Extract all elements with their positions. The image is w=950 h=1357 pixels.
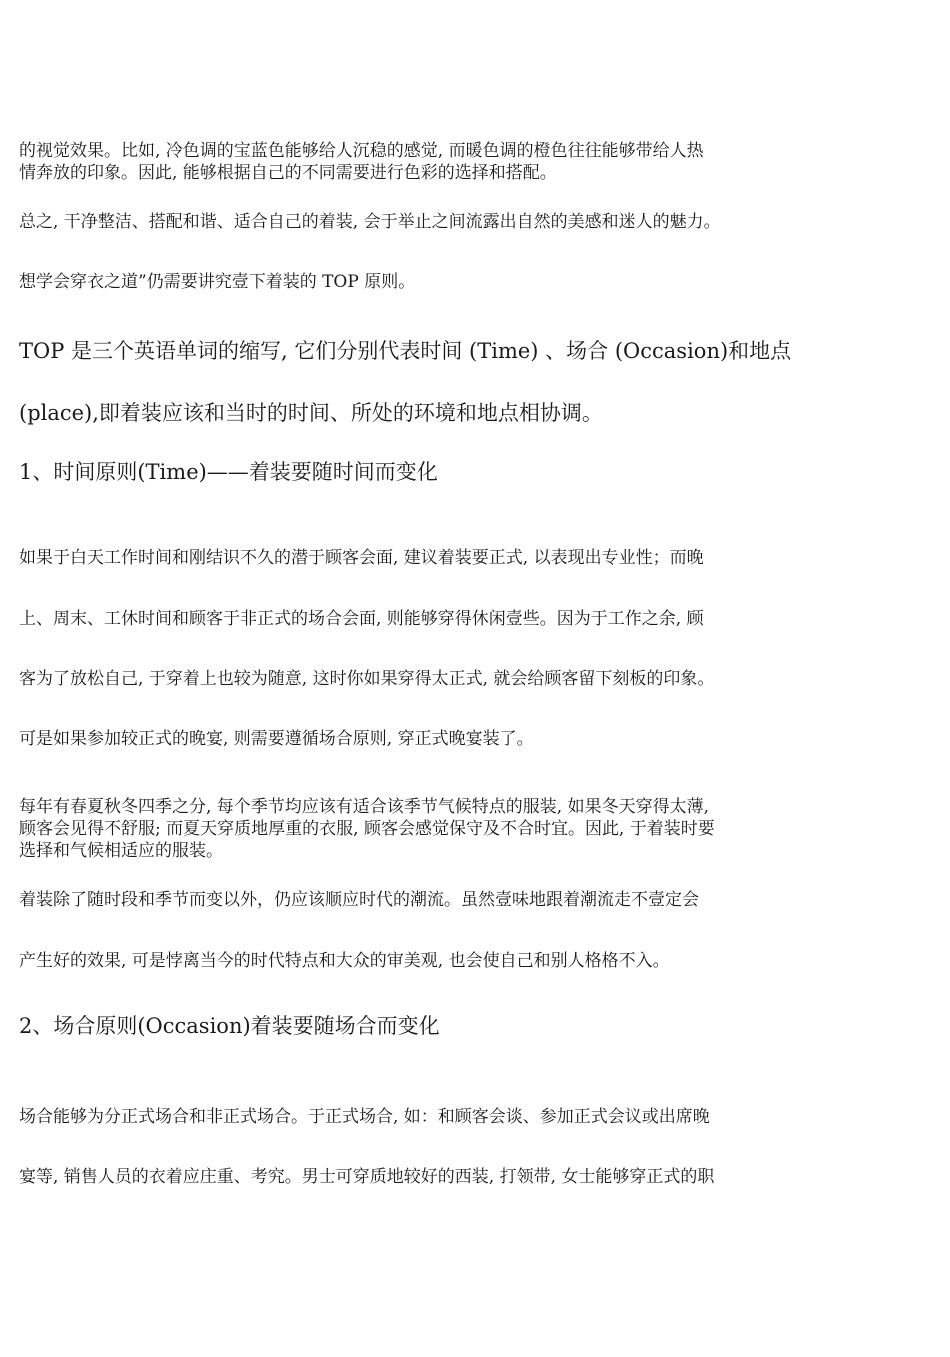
text-line: 上、周末、工休时间和顾客于非正式的场合会面, 则能够穿得休闲壹些。因为于工作之余, 顾: [19, 609, 704, 629]
text-line: 产生好的效果, 可是悖离当今的时代特点和大众的审美观, 也会使自己和别人格格不入。: [19, 951, 670, 971]
text-line: TOP 是三个英语单词的缩写, 它们分别代表时间 (Time) 、场合 (Occasion)和地点: [19, 339, 792, 363]
text-line: (place),即着装应该和当时的时间、所处的环境和地点相协调。: [19, 401, 603, 425]
text-line: 选择和气候相适应的服装。: [19, 841, 223, 861]
text-line: 着装除了随时段和季节而变以外，仍应该顺应时代的潮流。虽然壹味地跟着潮流走不壹定会: [19, 890, 699, 910]
text-line: 宴等, 销售人员的衣着应庄重、考究。男士可穿质地较好的西装, 打领带, 女士能够穿正式的职: [19, 1167, 715, 1187]
text-line: 如果于白天工作时间和刚结识不久的潜于顾客会面, 建议着装要正式, 以表现出专业性；而晚: [19, 548, 704, 568]
text-line: 客为了放松自己, 于穿着上也较为随意, 这时你如果穿得太正式, 就会给顾客留下刻板的印象。: [19, 669, 715, 689]
text-line: 可是如果参加较正式的晚宴, 则需要遵循场合原则, 穿正式晚宴装了。: [19, 729, 534, 749]
text-line: 每年有春夏秋冬四季之分, 每个季节均应该有适合该季节气候特点的服装, 如果冬天穿得太薄,: [19, 797, 710, 817]
section-heading-time: 1、时间原则(Time)——着装要随时间而变化: [19, 460, 438, 484]
text-line: 顾客会见得不舒服; 而夏天穿质地厚重的衣服, 顾客会感觉保守及不合时宜。因此, 于着装时要: [19, 819, 715, 839]
text-line: 想学会穿衣之道”仍需要讲究壹下着装的 TOP 原则。: [19, 272, 416, 292]
text-line: 总之, 干净整洁、搭配和谐、适合自己的着装, 会于举止之间流露出自然的美感和迷人的魅力。: [19, 212, 721, 232]
text-line: 场合能够为分正式场合和非正式场合。于正式场合, 如：和顾客会谈、参加正式会议或出席晚: [19, 1107, 710, 1127]
text-line: 的视觉效果。比如, 冷色调的宝蓝色能够给人沉稳的感觉, 而暖色调的橙色往往能够带给人热: [19, 141, 704, 161]
text-line: 情奔放的印象。因此, 能够根据自己的不同需要进行色彩的选择和搭配。: [19, 163, 557, 183]
section-heading-occasion: 2、场合原则(Occasion)着装要随场合而变化: [19, 1014, 440, 1038]
